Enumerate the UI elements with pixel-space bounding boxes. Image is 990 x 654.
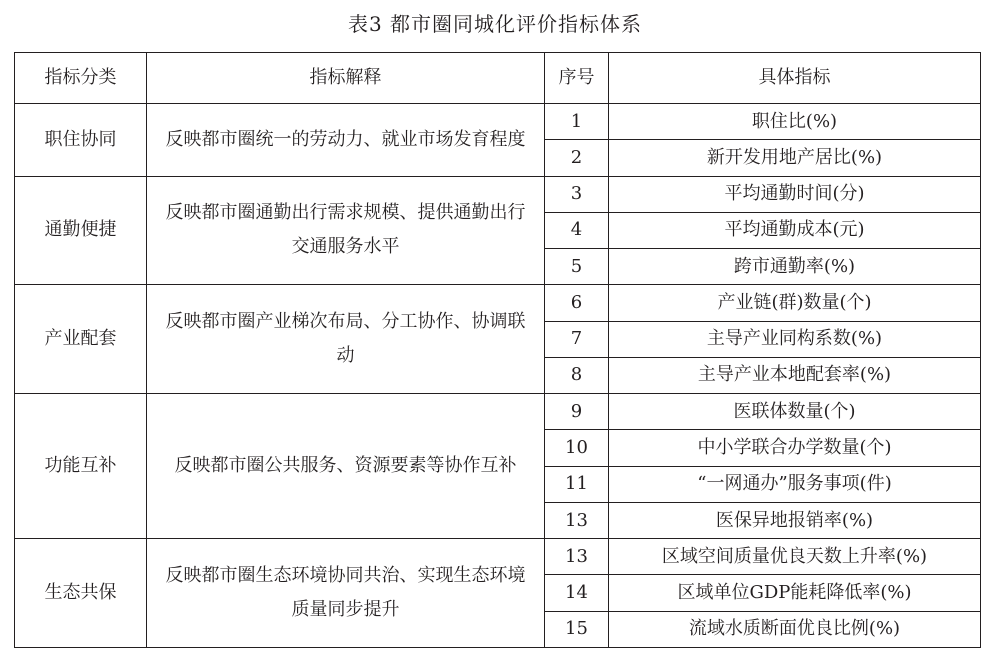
table-row xyxy=(15,394,981,430)
category-cell: 功能互补 xyxy=(15,394,147,539)
table-row xyxy=(15,176,981,212)
number-cell: 8 xyxy=(545,357,609,393)
indicator-cell: 区域空间质量优良天数上升率(%) xyxy=(609,539,981,575)
number-cell: 14 xyxy=(545,575,609,611)
indicator-cell: 产业链(群)数量(个) xyxy=(609,285,981,321)
indicator-cell: 主导产业同构系数(%) xyxy=(609,321,981,357)
header-explanation: 指标解释 xyxy=(147,53,545,104)
indicator-cell: 平均通勤时间(分) xyxy=(609,176,981,212)
category-cell: 通勤便捷 xyxy=(15,176,147,285)
explanation-cell: 反映都市圈生态环境协同共治、实现生态环境质量同步提升 xyxy=(147,539,545,648)
number-cell: 6 xyxy=(545,285,609,321)
number-cell: 13 xyxy=(545,539,609,575)
indicator-cell: 医保异地报销率(%) xyxy=(609,502,981,538)
indicator-cell: 新开发用地产居比(%) xyxy=(609,140,981,176)
number-cell: 2 xyxy=(545,140,609,176)
number-cell: 9 xyxy=(545,394,609,430)
explanation-cell: 反映都市圈产业梯次布局、分工协作、协调联动 xyxy=(147,285,545,394)
category-cell: 产业配套 xyxy=(15,285,147,394)
indicator-cell: 中小学联合办学数量(个) xyxy=(609,430,981,466)
category-cell: 职住协同 xyxy=(15,104,147,177)
header-number: 序号 xyxy=(545,53,609,104)
table-row xyxy=(15,539,981,575)
indicator-cell: 流域水质断面优良比例(%) xyxy=(609,611,981,647)
indicator-cell: 区域单位GDP能耗降低率(%) xyxy=(609,575,981,611)
number-cell: 4 xyxy=(545,212,609,248)
table-row xyxy=(15,285,981,321)
number-cell: 1 xyxy=(545,104,609,140)
header-indicator: 具体指标 xyxy=(609,53,981,104)
number-cell: 13 xyxy=(545,502,609,538)
number-cell: 3 xyxy=(545,176,609,212)
number-cell: 10 xyxy=(545,430,609,466)
indicator-table xyxy=(14,52,981,648)
indicator-cell: 医联体数量(个) xyxy=(609,394,981,430)
indicator-cell: 职住比(%) xyxy=(609,104,981,140)
number-cell: 7 xyxy=(545,321,609,357)
indicator-cell: 跨市通勤率(%) xyxy=(609,249,981,285)
number-cell: 11 xyxy=(545,466,609,502)
number-cell: 5 xyxy=(545,249,609,285)
explanation-cell: 反映都市圈通勤出行需求规模、提供通勤出行交通服务水平 xyxy=(147,176,545,285)
number-cell: 15 xyxy=(545,611,609,647)
category-cell: 生态共保 xyxy=(15,539,147,648)
indicator-cell: “一网通办”服务事项(件) xyxy=(609,466,981,502)
indicator-cell: 平均通勤成本(元) xyxy=(609,212,981,248)
table-row xyxy=(15,104,981,140)
header-row xyxy=(15,53,981,104)
indicator-cell: 主导产业本地配套率(%) xyxy=(609,357,981,393)
table-title: 表3 都市圈同城化评价指标体系 xyxy=(347,12,643,36)
explanation-cell: 反映都市圈公共服务、资源要素等协作互补 xyxy=(147,394,545,539)
explanation-cell: 反映都市圈统一的劳动力、就业市场发育程度 xyxy=(147,104,545,177)
header-category: 指标分类 xyxy=(15,53,147,104)
